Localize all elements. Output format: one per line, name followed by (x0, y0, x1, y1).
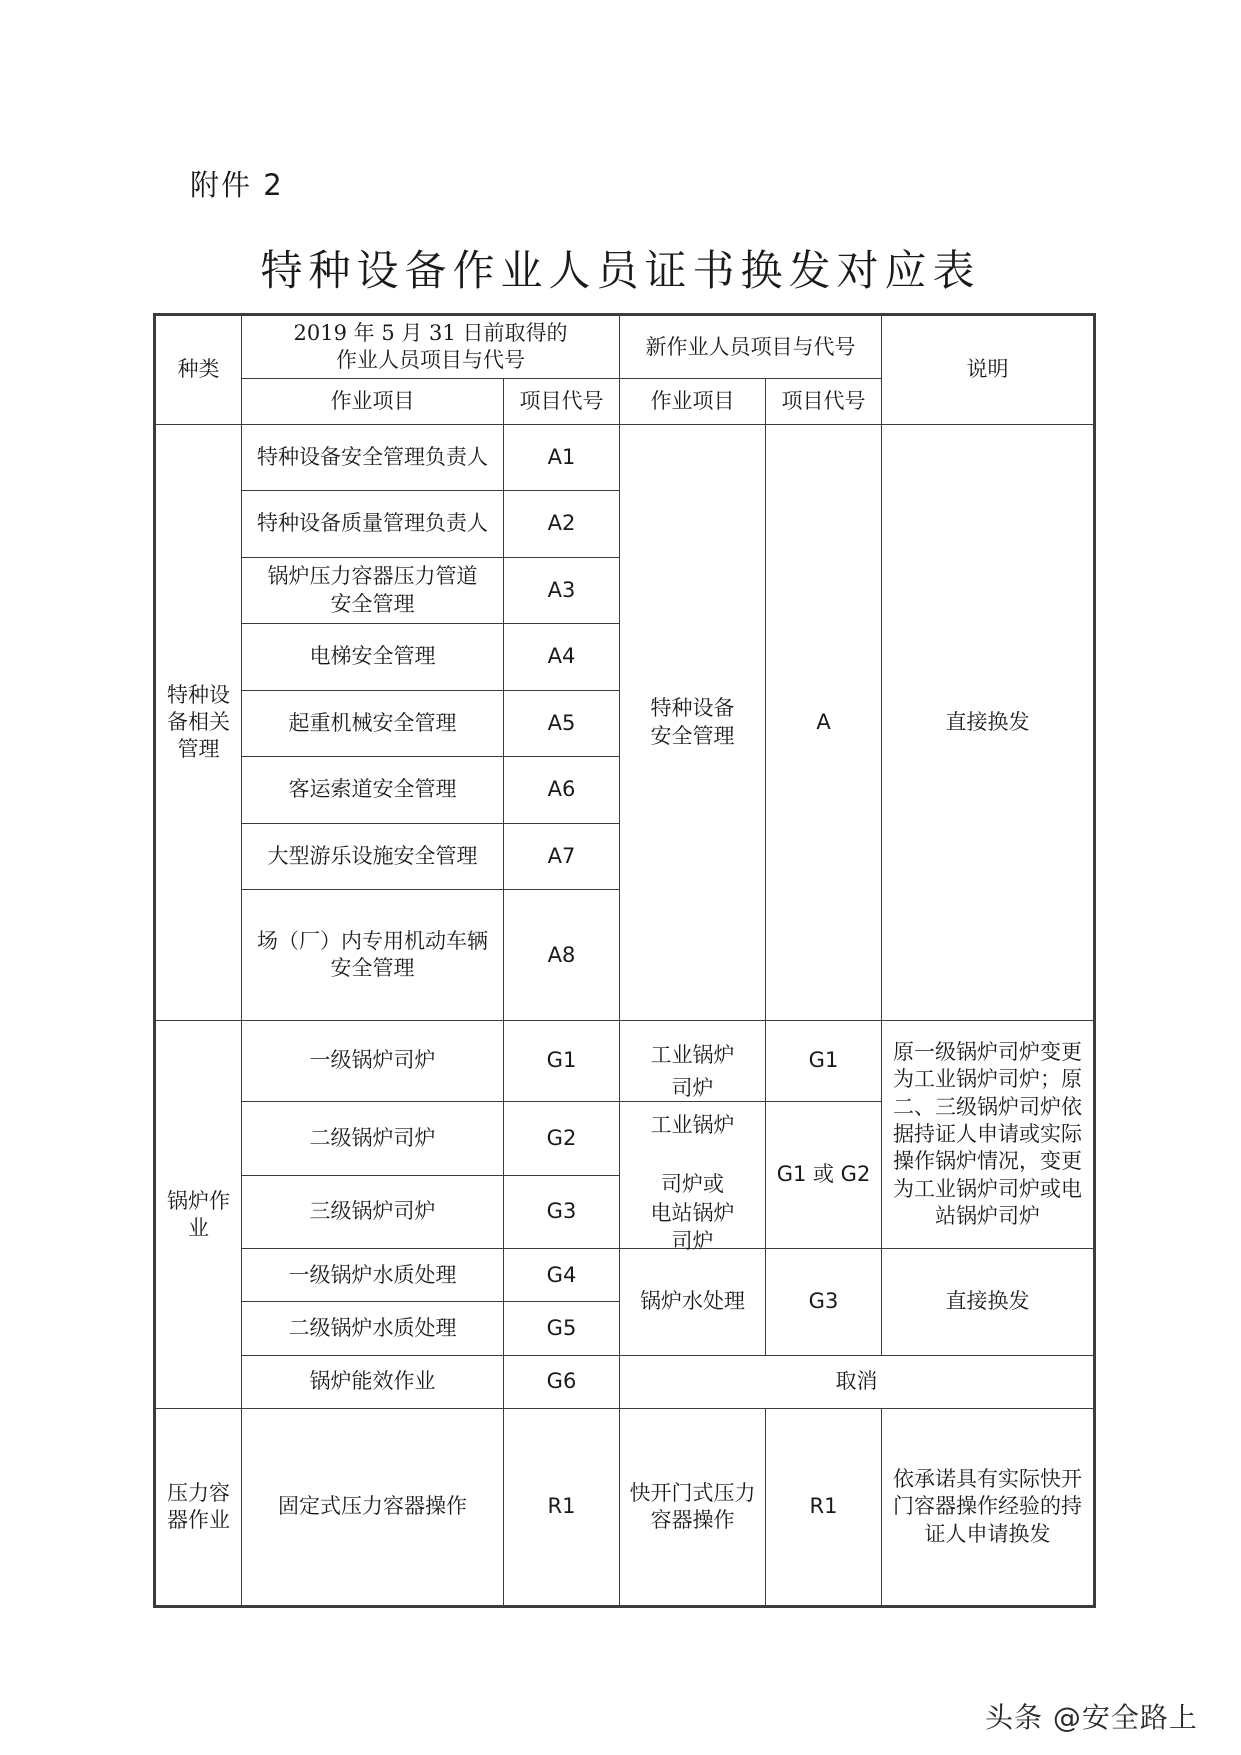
old-item: 起重机械安全管理 (242, 690, 504, 757)
new-item-water-treatment: 锅炉水处理 (620, 1249, 766, 1356)
old-code: A4 (504, 624, 620, 691)
old-code: A1 (504, 424, 620, 491)
old-code: A5 (504, 690, 620, 757)
old-item: 特种设备质量管理负责人 (242, 491, 504, 558)
old-item: 客运索道安全管理 (242, 757, 504, 824)
new-code-g3: G3 (766, 1249, 882, 1356)
header-row-1 (155, 315, 1095, 379)
category-management: 特种设 备相关 管理 (155, 424, 242, 1021)
category-pressure-vessel: 压力容 器作业 (155, 1409, 242, 1607)
old-item: 场（厂）内专用机动车辆 安全管理 (242, 890, 504, 1021)
old-item: 大型游乐设施安全管理 (242, 823, 504, 890)
table-row (155, 1249, 1095, 1302)
header-new-item: 作业项目 (620, 379, 766, 424)
new-code-g1: G1 (766, 1021, 882, 1102)
header-old-group-line1: 2019 年 5 月 31 日前取得的 (293, 320, 568, 345)
remark-boiler-stoker: 原一级锅炉司炉变更为工业锅炉司炉；原二、三级锅炉司炉依据持证人申请或实际操作锅炉情况，变更为工业锅炉司炉或电站锅炉司炉 (882, 1021, 1095, 1249)
header-old-group (242, 315, 620, 379)
old-item: 固定式压力容器操作 (242, 1409, 504, 1607)
old-code: R1 (504, 1409, 620, 1607)
new-code-r1: R1 (766, 1409, 882, 1607)
table-row (155, 1021, 1095, 1102)
new-code-g1-or-g2: G1 或 G2 (766, 1101, 882, 1248)
header-new-group: 新作业人员项目与代号 (620, 315, 882, 379)
new-item-industrial-or-power-stoker: 工业锅炉 司炉或 电站锅炉 司炉 (620, 1101, 766, 1248)
old-code: A8 (504, 890, 620, 1021)
remark-energy-efficiency: 取消 (620, 1355, 1095, 1408)
new-item-industrial-stoker: 工业锅炉 司炉 (620, 1021, 766, 1102)
old-item: 三级锅炉司炉 (242, 1175, 504, 1249)
old-item: 锅炉压力容器压力管道 安全管理 (242, 557, 504, 624)
old-item: 一级锅炉水质处理 (242, 1249, 504, 1302)
old-item: 二级锅炉司炉 (242, 1101, 504, 1175)
old-code: A2 (504, 491, 620, 558)
old-item: 锅炉能效作业 (242, 1355, 504, 1408)
old-item: 特种设备安全管理负责人 (242, 424, 504, 491)
table-row (155, 1355, 1095, 1408)
header-new-code: 项目代号 (766, 379, 882, 424)
category-boiler: 锅炉作 业 (155, 1021, 242, 1409)
old-code: G2 (504, 1101, 620, 1175)
attachment-label: 附件 2 (190, 168, 284, 202)
certificate-mapping-table (153, 313, 1096, 1608)
new-code-management: A (766, 424, 882, 1021)
old-code: G5 (504, 1302, 620, 1355)
header-old-group-line2: 作业人员项目与代号 (336, 348, 525, 373)
old-item: 二级锅炉水质处理 (242, 1302, 504, 1355)
old-item: 一级锅炉司炉 (242, 1021, 504, 1102)
table-row (155, 424, 1095, 491)
new-item-management: 特种设备 安全管理 (620, 424, 766, 1021)
remark-management: 直接换发 (882, 424, 1095, 1021)
old-item: 电梯安全管理 (242, 624, 504, 691)
old-code: G3 (504, 1175, 620, 1249)
old-code: G6 (504, 1355, 620, 1408)
old-code: G1 (504, 1021, 620, 1102)
table-row (155, 1409, 1095, 1607)
header-remark: 说明 (882, 315, 1095, 425)
remark-water-treatment: 直接换发 (882, 1249, 1095, 1356)
header-item: 作业项目 (242, 379, 504, 424)
new-item-quick-open-vessel: 快开门式压力 容器操作 (620, 1409, 766, 1607)
old-code: A3 (504, 557, 620, 624)
old-code: G4 (504, 1249, 620, 1302)
header-code: 项目代号 (504, 379, 620, 424)
source-watermark: 头条 @安全路上 (985, 1701, 1198, 1734)
old-code: A6 (504, 757, 620, 824)
document-title: 特种设备作业人员证书换发对应表 (260, 246, 981, 295)
remark-pressure-vessel: 依承诺具有实际快开 门容器操作经验的持 证人申请换发 (882, 1409, 1095, 1607)
header-category: 种类 (155, 315, 242, 425)
old-code: A7 (504, 823, 620, 890)
